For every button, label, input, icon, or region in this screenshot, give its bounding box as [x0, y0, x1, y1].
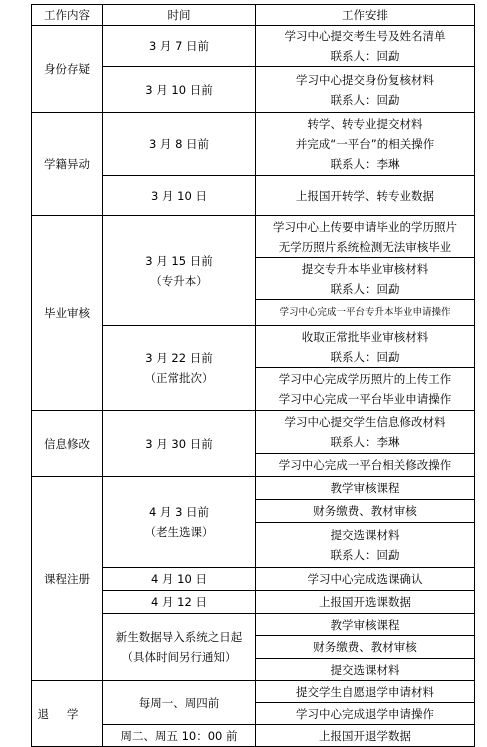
arrangement-line: 学习中心完成一平台毕业申请操作	[278, 392, 452, 406]
category-cell: 学籍异动	[32, 113, 103, 216]
category-cell: 课程注册	[32, 477, 103, 681]
category-cell: 身份存疑	[32, 26, 103, 113]
arrangement-line: 学习中心提交身份复核材料	[296, 72, 434, 87]
contact-line: 联系人：回勐	[330, 548, 400, 562]
contact-line: 联系人：回勐	[330, 92, 400, 107]
arrangement-cell	[256, 26, 475, 67]
category-cell: 退学	[32, 681, 103, 747]
contact-line: 联系人：李琳	[330, 157, 400, 171]
time-cell: 3 月 7 日前	[103, 26, 256, 67]
time-line: 4 月 3 日前	[148, 505, 210, 519]
time-line: 3 月 15 日前	[145, 253, 213, 268]
arrangement-cell: 提交学生自愿退学申请材料	[256, 681, 475, 703]
time-cell: 3 月 8 日前	[103, 113, 256, 176]
arrangement-cell: 上报国开选课数据	[256, 591, 475, 614]
arrangement-cell: 提交选课材料	[256, 659, 475, 681]
arrangement-cell: 学习中心完成一平台专升本毕业申请操作	[256, 300, 475, 326]
arrangement-cell	[256, 113, 475, 176]
schedule-table	[31, 4, 475, 747]
arrangement-cell	[256, 368, 475, 411]
table-row	[32, 477, 475, 500]
arrangement-cell	[256, 411, 475, 454]
table-row	[32, 26, 475, 67]
arrangement-cell: 上报国开退学数据	[256, 725, 475, 747]
arrangement-cell: 学习中心完成一平台相关修改操作	[256, 454, 475, 477]
time-note: （老生选课）	[144, 525, 214, 539]
arrangement-line: 学习中心提交考生号及姓名清单	[284, 29, 446, 43]
arrangement-cell	[256, 326, 475, 368]
arrangement-cell: 学习中心完成选课确认	[256, 568, 475, 591]
time-cell: 4 月 12 日	[103, 591, 256, 614]
time-note: （专升本）	[150, 273, 208, 288]
arrangement-line: 学习中心提交学生信息修改材料	[284, 415, 446, 429]
arrangement-cell: 财务缴费、教材审核	[256, 636, 475, 659]
category-cell: 信息修改	[32, 411, 103, 477]
arrangement-line: 无学历照片系统检测无法审核毕业	[278, 239, 452, 254]
contact-line: 联系人：回勐	[330, 281, 400, 296]
contact-line: 联系人：回勐	[330, 349, 400, 364]
arrangement-line: 提交专升本毕业审核材料	[301, 261, 429, 276]
arrangement-line: 收取正常批毕业审核材料	[301, 329, 429, 344]
header-arrangement: 工作安排	[256, 5, 475, 26]
time-cell	[103, 326, 256, 411]
table-row	[32, 411, 475, 454]
time-cell: 3 月 10 日前	[103, 67, 256, 113]
time-cell: 3 月 10 日	[103, 176, 256, 216]
header-content: 工作内容	[32, 5, 103, 26]
time-cell	[103, 216, 256, 326]
time-note: （正常批次）	[144, 371, 214, 385]
category-cell: 毕业审核	[32, 216, 103, 411]
table-row	[32, 216, 475, 258]
header-row	[32, 5, 475, 26]
time-cell	[103, 477, 256, 568]
arrangement-line: 并完成“一平台”的相关操作	[295, 137, 435, 151]
arrangement-line: 学习中心完成学历照片的上传工作	[278, 372, 452, 386]
arrangement-cell	[256, 258, 475, 300]
arrangement-cell: 教学审核课程	[256, 477, 475, 500]
time-note: （具体时间另行通知）	[121, 650, 237, 664]
arrangement-line: 学习中心上传要申请毕业的学历照片	[273, 219, 457, 234]
time-cell	[103, 614, 256, 681]
table-row	[32, 113, 475, 176]
time-cell: 每周一、周四前	[103, 681, 256, 725]
time-line: 新生数据导入系统之日起	[115, 630, 243, 644]
arrangement-cell: 学习中心完成退学申请操作	[256, 703, 475, 725]
arrangement-line: 转学、转专业提交材料	[307, 117, 423, 131]
contact-line: 联系人：李琳	[330, 435, 400, 449]
header-time: 时间	[103, 5, 256, 26]
arrangement-cell: 上报国开转学、转专业数据	[256, 176, 475, 216]
time-cell: 4 月 10 日	[103, 568, 256, 591]
arrangement-cell	[256, 523, 475, 568]
contact-line: 联系人：回勐	[330, 49, 400, 63]
arrangement-cell: 财务缴费、教材审核	[256, 500, 475, 523]
time-cell: 3 月 30 日前	[103, 411, 256, 477]
arrangement-cell	[256, 216, 475, 258]
arrangement-line: 提交选课材料	[330, 528, 400, 542]
arrangement-cell	[256, 67, 475, 113]
time-line: 3 月 22 日前	[145, 351, 213, 365]
time-cell: 周二、周五 10：00 前	[103, 725, 256, 747]
arrangement-cell: 教学审核课程	[256, 614, 475, 636]
table-row	[32, 681, 475, 703]
